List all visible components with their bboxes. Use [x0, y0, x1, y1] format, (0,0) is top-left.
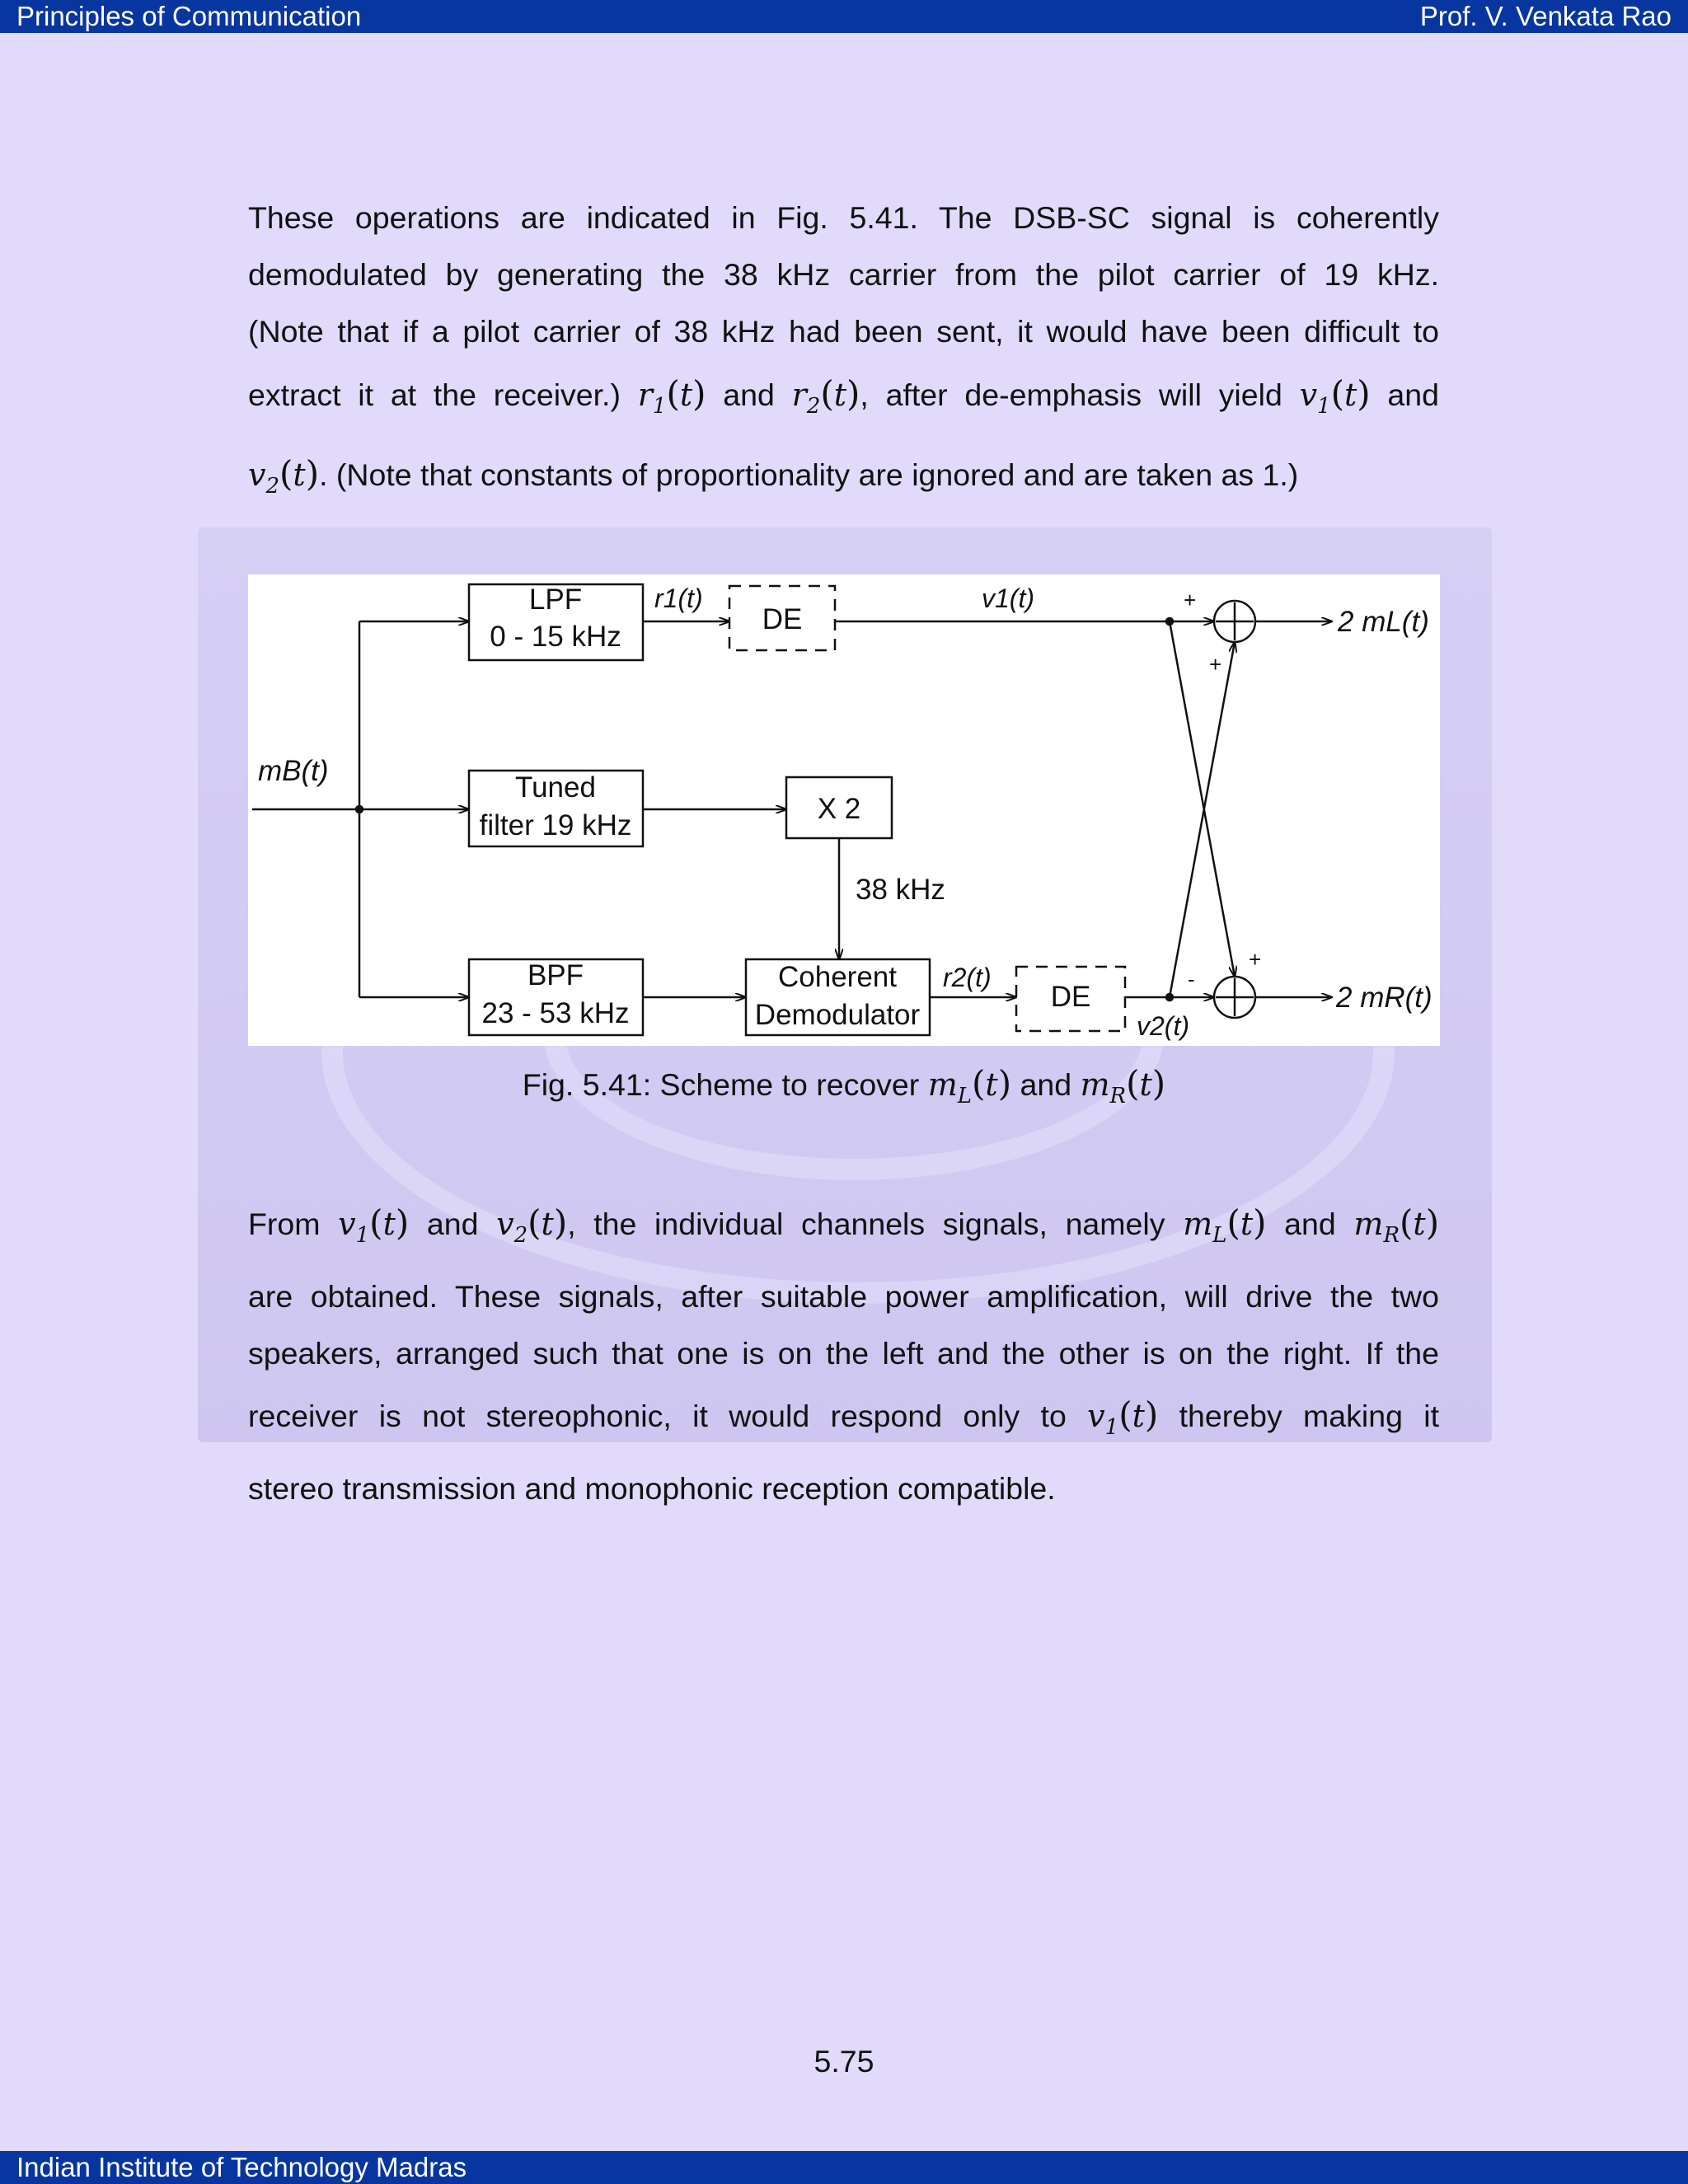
math-v2-t-2: $v_2(t)$	[496, 1202, 568, 1248]
page-number: 5.75	[814, 2044, 874, 2079]
paragraph-1-line-3: (Note that if a pilot carrier of 38 kHz had been sent, it would have been difficult to	[248, 314, 1439, 349]
caption-math-mR: $m_R(t)$	[1080, 1063, 1166, 1108]
paragraph-1	[248, 190, 1439, 520]
paragraph-2-line-2: are obtained. These signals, after suitable power amplification, will drive the two	[248, 1279, 1439, 1314]
v2-to-sum-top-arrow	[1170, 642, 1235, 997]
de-top-label: DE	[762, 603, 803, 635]
r1-label: r1(t)	[654, 583, 703, 613]
sign-plus-1: +	[1184, 588, 1197, 612]
sign-plus-2: +	[1209, 652, 1222, 677]
paragraph-1-line-4: extract it at the receiver.) $r_1(t)$ and $r_2(t)$, after de-emphasis will yield $v_1(t)$ and	[248, 373, 1439, 419]
paragraph-1-line-1: These operations are indicated in Fig. 5.41. The DSB-SC signal is coherently	[248, 200, 1439, 235]
footer-institution: Indian Institute of Technology Madras	[16, 2152, 467, 2182]
block-diagram	[248, 574, 1440, 1046]
page-footer	[0, 2151, 1688, 2184]
input-signal-label: mB(t)	[258, 755, 329, 787]
tuned-label-2: filter 19 kHz	[479, 809, 632, 841]
paragraph-1-line-5: $v_2(t)$. (Note that constants of proportionality are ignored and are taken as 1.)	[248, 453, 1299, 499]
tuned-label-1: Tuned	[515, 771, 596, 804]
figure-5-41	[248, 574, 1440, 1046]
math-mL-t: $m_L(t)$	[1183, 1202, 1267, 1248]
math-v1-t: $v_1(t)$	[1299, 373, 1371, 419]
paragraph-2-line-4: receiver is not stereophonic, it would respond only to $v_1(t)$ thereby making it	[248, 1394, 1440, 1440]
header-author: Prof. V. Venkata Rao	[1419, 1, 1672, 31]
v1-to-sum-bottom-arrow	[1170, 621, 1235, 977]
paragraph-2-line-1: From $v_1(t)$ and $v_2(t)$, the individual channels signals, namely $m_L(t)$ and $m_R(t)$	[248, 1202, 1440, 1248]
header-course-title: Principles of Communication	[16, 1, 362, 31]
coherent-label-2: Demodulator	[754, 999, 921, 1031]
page-header	[0, 0, 1688, 33]
v1-label: v1(t)	[982, 583, 1034, 613]
math-r1-t: $r_1(t)$	[637, 373, 706, 419]
figure-caption: Fig. 5.41: Scheme to recover $m_L(t)$ and $m_R(t)$	[522, 1063, 1166, 1108]
coherent-label-1: Coherent	[778, 961, 897, 993]
lpf-label-1: LPF	[528, 583, 583, 616]
caption-math-mL: $m_L(t)$	[927, 1063, 1012, 1108]
lpf-label-2: 0 - 15 kHz	[490, 621, 621, 653]
paragraph-1-line-2: demodulated by generating the 38 kHz carrier from the pilot carrier of 19 kHz.	[248, 257, 1439, 292]
sign-plus-3: +	[1249, 947, 1262, 972]
de-bottom-label: DE	[1050, 981, 1091, 1013]
x2-label: X 2	[817, 793, 861, 825]
output-bottom-label: 2 mR(t)	[1336, 982, 1432, 1014]
r2-label: r2(t)	[943, 963, 992, 992]
math-v2-t: $v_2(t)$	[248, 453, 320, 499]
bpf-label-2: 23 - 53 kHz	[481, 997, 630, 1029]
paragraph-2-line-5: stereo transmission and monophonic reception compatible.	[248, 1471, 1056, 1506]
sign-minus: -	[1188, 967, 1195, 991]
output-top-label: 2 mL(t)	[1338, 606, 1429, 638]
freq-38-label: 38 kHz	[856, 874, 945, 906]
math-mR-t: $m_R(t)$	[1353, 1202, 1440, 1248]
math-v1-t-3: $v_1(t)$	[1087, 1394, 1159, 1440]
paragraph-2	[248, 1190, 1439, 1517]
math-r2-t: $r_2(t)$	[791, 373, 860, 419]
bpf-label-1: BPF	[527, 959, 584, 991]
math-v1-t-2: $v_1(t)$	[338, 1202, 410, 1248]
paragraph-2-line-3: speakers, arranged such that one is on the left and the other is on the right. If the	[248, 1336, 1439, 1371]
v2-label: v2(t)	[1137, 1011, 1189, 1041]
